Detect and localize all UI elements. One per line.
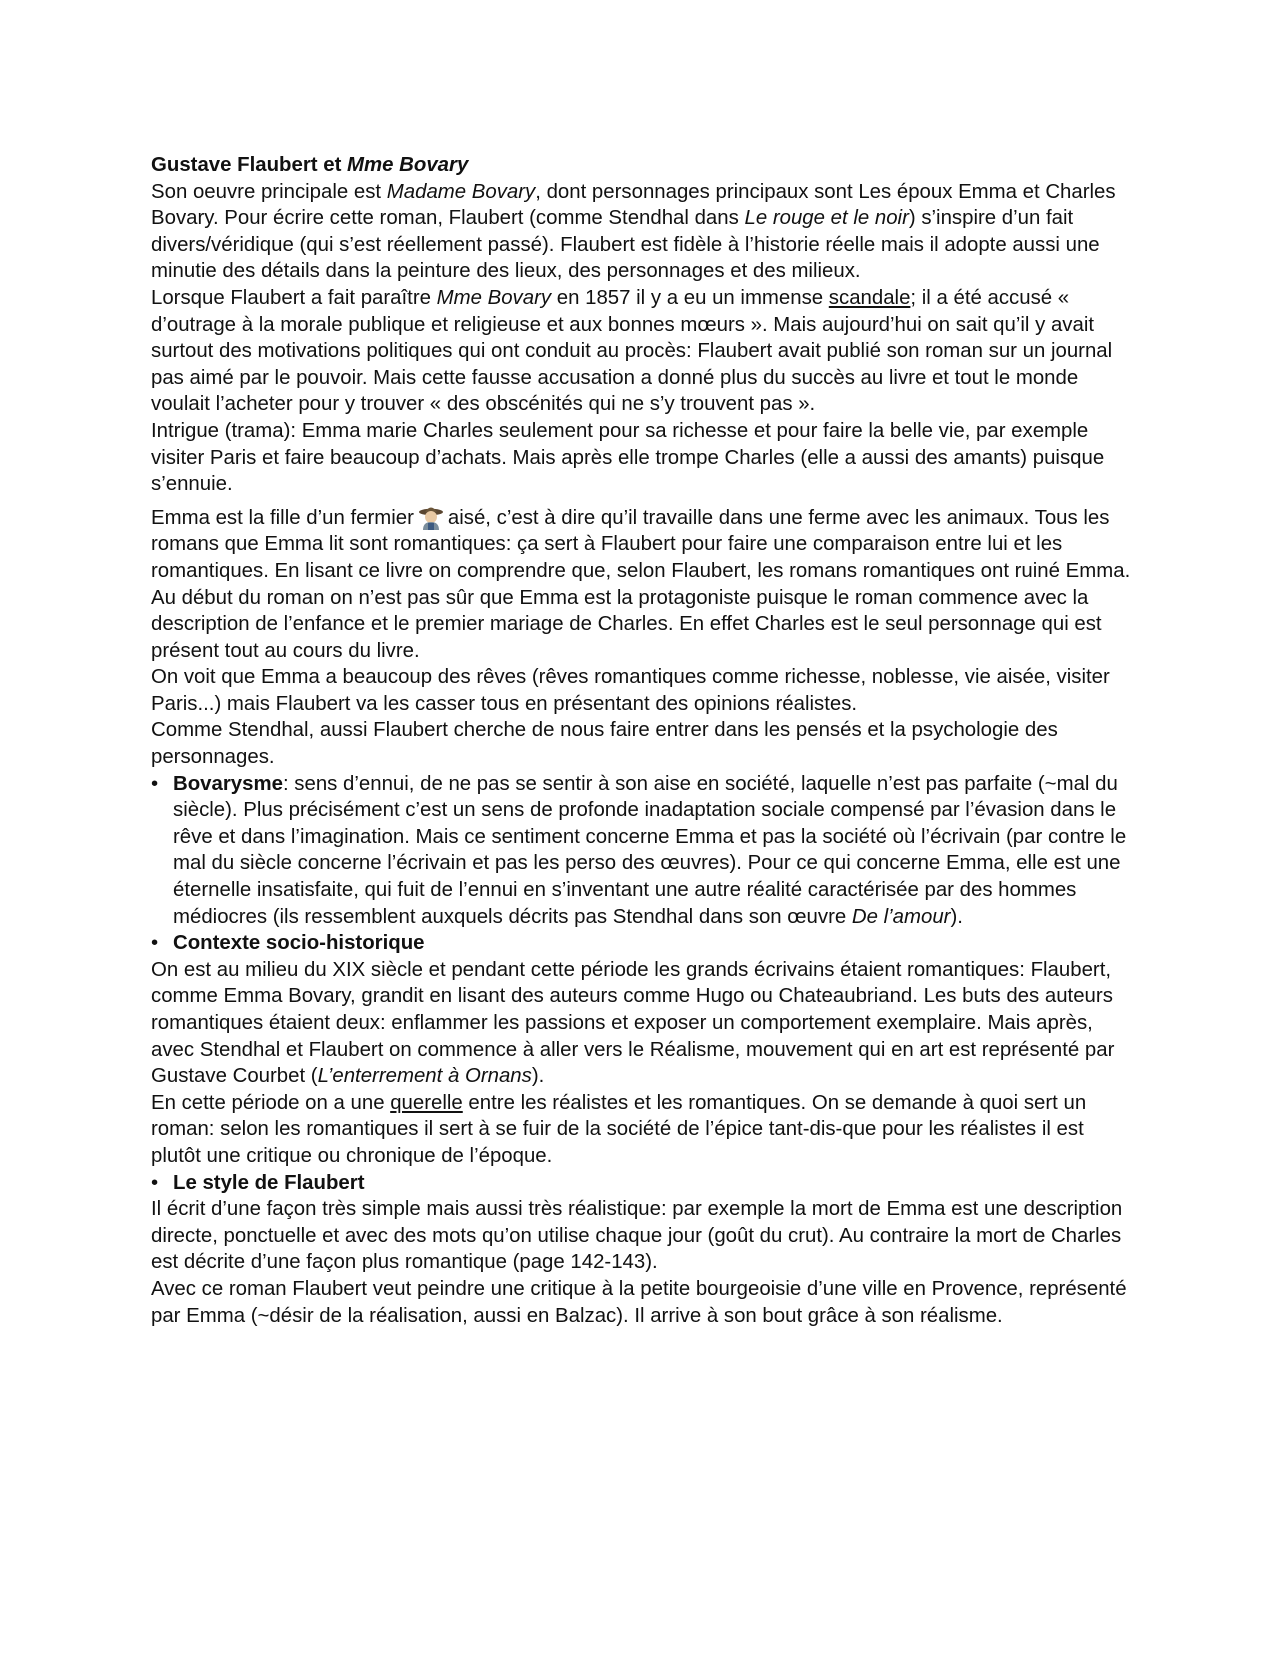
paragraph-oeuvre: Son oeuvre principale est Madame Bovary, dont personnages principaux sont Les époux Emma et Charles Bovary. Pour écrire cette roman, Flaubert (comme Stendhal dans Le rouge et le noir) s’inspire d’un fait divers/véridique (qui s’est réellement passé). Flaubert est fidèle à l’historie réelle mais il adopte aussi une minutie des détails dans la peinture des lieux, des personnages et des milieux. bbox=[151, 180, 1116, 283]
paragraph-reves: On voit que Emma a beaucoup des rêves (rêves romantiques comme richesse, noblesse, vie aisée, visiter Paris...) mais Flaubert va les casser tous en présentant des opinions réalistes. bbox=[151, 666, 1110, 715]
paragraph-style: Il écrit d’une façon très simple mais aussi très réalistique: par exemple la mort de Emma est une description directe, ponctuelle et avec des mots qu’on utilise chaque jour (goût du crut). Au contraire la mort de Charles est décrite d’une façon plus romantique (page 142-143). bbox=[151, 1198, 1123, 1274]
paragraph-psychologie: Comme Stendhal, aussi Flaubert cherche de nous faire entrer dans les pensés et la psychologie des personnages. bbox=[151, 719, 1058, 769]
bullet-style: • Le style de Flaubert bbox=[151, 1170, 1135, 1197]
querelle-underlined: querelle bbox=[390, 1091, 463, 1114]
paragraph-debut: Au début du roman on n’est pas sûr que Emma est la protagoniste puisque le roman commence avec la description de l’enfance et le premier mariage de Charles. En effet Charles est le seul personnage qui est présent tout au cours du livre. bbox=[151, 586, 1102, 662]
bullet-list-bovarysme bbox=[151, 771, 1135, 957]
bullet-list-style bbox=[151, 1170, 1135, 1197]
paragraph-conclusion: Avec ce roman Flaubert veut peindre une critique à la petite bourgeoisie d’une ville en Provence, représenté par Emma (~désir de la réalisation, aussi en Balzac). Il arrive à son bout grâce à son réalisme. bbox=[151, 1277, 1127, 1327]
scandale-underlined: scandale bbox=[828, 286, 911, 309]
document-title: Gustave Flaubert et Mme Bovary bbox=[151, 154, 469, 176]
paragraph-scandale: Lorsque Flaubert a fait paraître Mme Bovary en 1857 il y a eu un immense scandale; il a été accusé « d’outrage à la morale publique et religieuse et aux bonnes mœurs ». Mais aujourd’hui on sait qu’il y avait surtout des motivations politiques qui ont conduit au procès: Flaubert avait publié son roman sur un journal pas aimé par le pouvoir. Mais cette fausse accusation a donné plus du succès au livre et tout le monde voulait l’acheter pour y trouver « des obscénités qui ne s’y trouvent pas ». bbox=[151, 286, 1113, 416]
document-page bbox=[151, 152, 1135, 1329]
paragraph-fermier: Emma est la fille d’un fermier aisé, c’est à dire qu’il travaille dans une ferme avec les animaux. Tous les romans que Emma lit sont romantiques: ça sert à Flaubert pour faire une comparaison entre lui et les romantiques. En lisant ce livre on comprendre que, selon Flaubert, les romans romantiques ont ruiné Emma. bbox=[151, 504, 1135, 585]
paragraph-contexte: On est au milieu du XIX siècle et pendant cette période les grands écrivains étaient romantiques: Flaubert, comme Emma Bovary, grandit en lisant des auteurs comme Hugo ou Chateaubriand. Les buts des auteurs romantiques étaient deux: enflammer les passions et exposer un comportement exemplaire. Mais après, avec Stendhal et Flaubert on commence à aller vers le Réalisme, mouvement qui en art est représenté par Gustave Courbet (L’enterrement à Ornans). bbox=[151, 958, 1115, 1088]
paragraph-querelle: En cette période on a une querelle entre les réalistes et les romantiques. On se demande à quoi sert un roman: selon les romantiques il sert à se fuir de la société de l’épice tant-dis-que pour les réalistes il est plutôt une critique ou chronique de l’époque. bbox=[151, 1091, 1087, 1167]
paragraph-intrigue: Intrigue (trama): Emma marie Charles seulement pour sa richesse et pour faire la belle vie, par exemple visiter Paris et faire beaucoup d’achats. Mais après elle trompe Charles (elle a aussi des amants) puisque s’ennuie. bbox=[151, 419, 1105, 496]
farmer-emoji-icon bbox=[418, 504, 444, 530]
bullet-bovarysme: • Bovarysme: sens d’ennui, de ne pas se sentir à son aise en société, laquelle n’est pas parfaite (~mal du siècle). Plus précisément c’est un sens de profonde inadaptation sociale compensé par l’évasion dans le rêve et dans l’imagination. Mais ce sentiment concerne Emma et pas la société où l’écrivain (par contre le mal du siècle concerne l’écrivain et pas les perso des œuvres). Pour ce qui concerne Emma, elle est une éternelle insatisfaite, qui fuit de l’ennui en s’inventant une autre réalité caractérisée par des hommes médiocres (ils ressemblent auxquels décrits pas Stendhal dans son œuvre De l’amour). bbox=[151, 771, 1135, 931]
bullet-contexte: • Contexte socio-historique bbox=[151, 930, 1135, 957]
